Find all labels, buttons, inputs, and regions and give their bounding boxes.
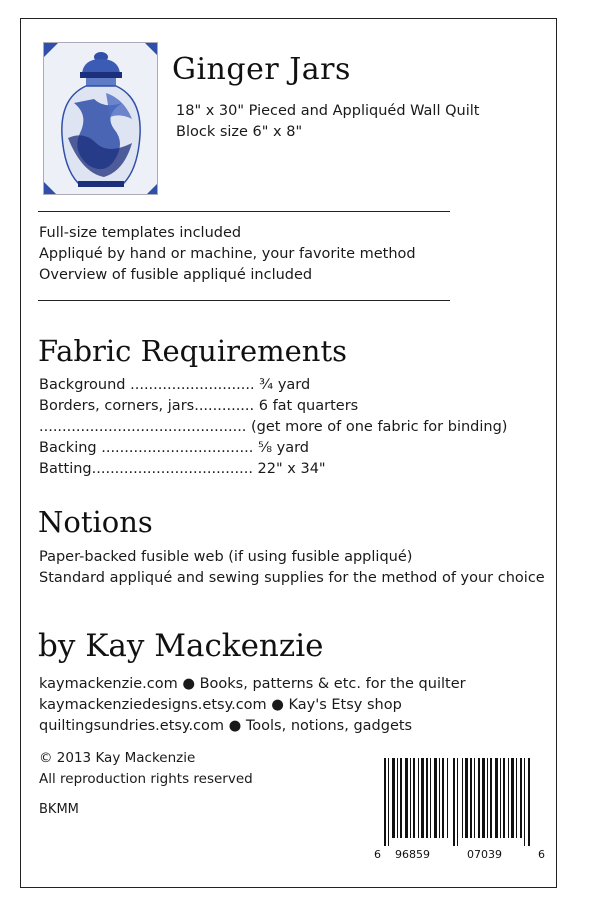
fabric-row: Borders, corners, jars............. 6 fat quarters [39,398,359,414]
fabric-row: Background ........................... ¾ yard [39,377,311,393]
quilt-size-text: 18" x 30" Pieced and Appliquéd Wall Quilt [176,103,480,119]
notions-heading: Notions [38,505,153,539]
notion-line: Standard appliqué and sewing supplies for the method of your choice [39,570,545,586]
copyright-text: © 2013 Kay Mackenzie [39,750,196,766]
upc-barcode [382,758,534,846]
pattern-title: Ginger Jars [172,52,351,87]
notion-line: Paper-backed fusible web (if using fusible appliqué) [39,549,413,565]
ginger-jar-quilt-image [43,42,158,195]
author-link-line: quiltingsundries.etsy.com ● Tools, notions, gadgets [39,718,413,734]
barcode-digit: 6 [374,848,381,861]
divider [38,211,450,212]
product-code: BKMM [39,802,79,817]
feature-line: Appliqué by hand or machine, your favorite method [39,246,416,262]
fabric-row: Backing ................................. ⅝ yard [39,440,309,456]
rights-text: All reproduction rights reserved [39,771,253,787]
barcode-digit: 6 [538,848,545,861]
barcode-digit-group: 07039 [467,848,502,861]
barcode-digit-group: 96859 [395,848,430,861]
block-size-text: Block size 6" x 8" [176,124,303,140]
fabric-requirements-heading: Fabric Requirements [38,334,348,368]
author-link-line: kaymackenzie.com ● Books, patterns & etc. for the quilter [39,676,466,692]
feature-line: Overview of fusible appliqué included [39,267,313,283]
fabric-row: ............................................. (get more of one fabric for binding) [39,419,508,435]
feature-line: Full-size templates included [39,225,242,241]
fabric-row: Batting................................... 22" x 34" [39,461,326,477]
author-link-line: kaymackenziedesigns.etsy.com ● Kay's Etsy shop [39,697,402,713]
divider [38,300,450,301]
author-heading: by Kay Mackenzie [38,628,324,664]
